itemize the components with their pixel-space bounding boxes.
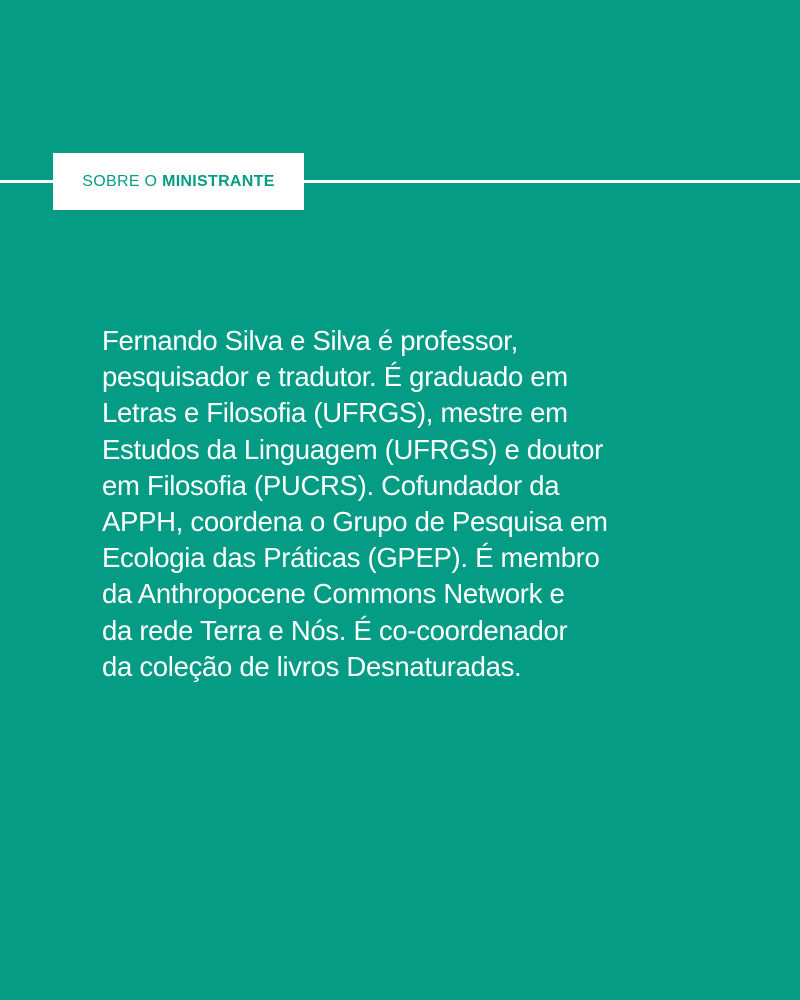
bio-line: da coleção de livros Desnaturadas. — [102, 650, 522, 682]
bio-line: Fernando Silva e Silva é professor, — [102, 325, 518, 356]
bio-line: Letras e Filosofia (UFRGS), mestre em — [102, 397, 568, 429]
bio-line: em Filosofia (PUCRS). Cofundador da — [102, 469, 560, 501]
section-label-prefix: SOBRE O — [82, 172, 158, 190]
section-label-box — [53, 153, 304, 210]
bio-line: pesquisador e tradutor. É graduado em — [102, 361, 568, 393]
section-label-emphasis: MINISTRANTE — [162, 172, 275, 190]
bio-paragraph — [102, 323, 742, 685]
bio-line: Ecologia das Práticas (GPEP). É membro — [102, 542, 600, 574]
bio-line: Estudos da Linguagem (UFRGS) e doutor — [102, 433, 603, 465]
bio-line: da Anthropocene Commons Network e — [102, 578, 565, 610]
bio-line: da rede Terra e Nós. É co-coordenador — [102, 614, 568, 646]
bio-line: APPH, coordena o Grupo de Pesquisa em — [102, 506, 608, 538]
